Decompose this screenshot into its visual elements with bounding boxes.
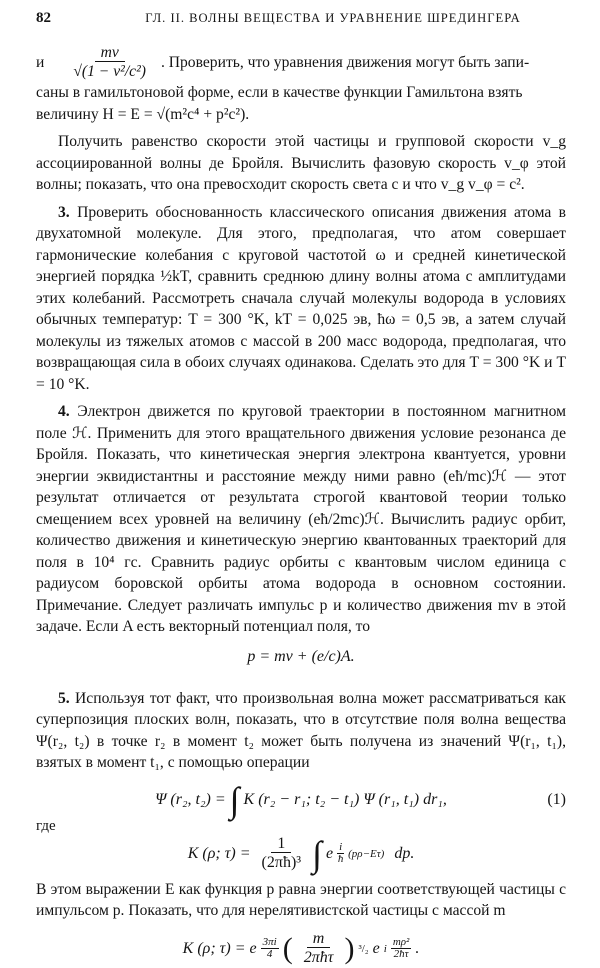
eq3-power: ³/₂ (358, 942, 369, 955)
momentum-formula (36, 648, 566, 666)
equation-3 (36, 930, 566, 968)
equation-number: (1) (547, 790, 566, 808)
problem-5-number: 5. (58, 689, 70, 707)
page-header (36, 10, 566, 44)
left-paren: ( (282, 931, 293, 965)
problem-3-text: Проверить обоснованность классического описания движения атома в двухатомной молекуле. Для этого, предполагая, что атом совершает гармонические колебания с круговой частотой ω и средней кинетической энергией порядка ½kT, сравнить среднюю длину волны атома с амплитудами этих колебаний. Рассмотреть сначала случай молекулы водорода в условиях обычных температур: T = 300 °K, kT = 0,025 эв, ħω = 0,5 эв, а затем случай молекулы из тяжелых атомов с массой в 200 масс водорода, предполагая, что возвращающая сила в обоих случаях одинакова. Сделать это для T = 300 °K и T = 10 °K. (36, 203, 567, 393)
eq3-lhs: K (ρ; τ) = (182, 939, 246, 957)
problem-4 (36, 401, 566, 638)
eq3-exponent-2 (391, 937, 412, 960)
fraction-numerator: mv (95, 44, 125, 62)
eq2-fraction (258, 835, 306, 873)
eq1-lhs: Ψ (r₂, t₂) = (155, 790, 226, 808)
problem-3 (36, 202, 566, 396)
problem-5-text: Используя тот факт, что произвольная волна может рассматриваться как суперпозиция плоских волн, показать, что в отсутствие поля волна вещества Ψ(r₂, t₂) в точке r₂ в момент t₂ может быть получена из значений Ψ(r₁, t₁), взятых в момент t₁, с помощью операции (36, 689, 566, 771)
running-title: ГЛ. II. ВОЛНЫ ВЕЩЕСТВА И УРАВНЕНИЕ ШРЕДИНГЕРА (145, 11, 521, 25)
eq3-inner-numerator: m (307, 930, 331, 948)
problem-3-number: 3. (58, 203, 70, 221)
eq2-fraction-numerator: 1 (271, 835, 291, 853)
momentum-formula-text: p = mv + (e/c)A. (247, 647, 355, 665)
integral-sign: ∫ (229, 779, 240, 820)
eq2-lhs: K (ρ; τ) = (187, 844, 251, 862)
eq2-exponent-numerator: i (339, 841, 343, 853)
eq2-exponent-rest: (pρ−Eτ) (348, 847, 385, 860)
and-word: и (36, 54, 45, 71)
eq1-rhs: K (r₂ − r₁; t₂ − t₁) Ψ (r₁, t₁) dr₁, (243, 790, 447, 808)
where-word: где (36, 817, 56, 834)
exponential-base: e (249, 939, 257, 957)
eq2-exponent-denominator: ħ (337, 853, 344, 865)
eq3-inner-denominator: 2πħτ (303, 948, 334, 966)
intro-line-1-text: . Проверить, что уравнения движения могут быть запи- (160, 54, 530, 71)
eq3-inner-fraction (300, 930, 338, 968)
exponential-base: e (325, 844, 334, 862)
velocity-fraction (69, 44, 150, 82)
intro-paragraph-2: Получить равенство скорости этой частицы и групповой скорости v_g ассоциированной волны де Бройля. Вычислить фазовую скорость v_φ этой волны; показать, что она превосходит скорость света c и что v_g v_φ = c². (36, 133, 566, 193)
eq3-exponent-2-numerator: mρ² (392, 936, 410, 948)
exponential-base: e (372, 939, 380, 957)
equation-1 (36, 779, 566, 820)
eq3-dot: . (415, 939, 420, 957)
eq2-tail: dp. (394, 844, 415, 862)
integral-sign: ∫ (312, 833, 322, 874)
problem-5 (36, 688, 566, 774)
eq3-exponent-2-denominator: 2ħτ (393, 948, 409, 960)
eq2-exponent (337, 842, 344, 865)
eq3-exponent-1-numerator: 3πi (262, 936, 277, 948)
eq2-fraction-denominator: (2πħ)³ (261, 853, 302, 871)
eq3-exponent-2-i: i (383, 942, 387, 955)
equation-2 (36, 835, 566, 873)
problem-4-text: Электрон движется по круговой траектории в постоянном магнитном поле ℋ. Применить для этого вращательного движения условие резонанса де Бройля. Показать, что кинетическая энергия электрона квантуется, уровни энергии эквидистантны и расстояние между ними равно (eħ/mc)ℋ — этот результат отличается от результата строгой квантовой теории только смещением всех уровней на величину (eħ/2mc)ℋ. Вычислить радиус орбит, количество движения и кинетическую энергию квантованных траекторий для поля в 10⁴ гс. Сравнить радиус орбиты с квантовым числом единица с радиусом боровской орбиты атома водорода в основном состоянии. Примечание. Следует различать импульс p и количество движения mv в этой задаче. Если A есть векторный потенциал поля, то (36, 403, 566, 635)
right-paren: ) (344, 931, 355, 965)
page-number: 82 (36, 10, 51, 26)
eq3-exponent-1-denominator: 4 (266, 948, 273, 960)
after-equation-text: В этом выражении E как функция p равна энергии соответствующей частицы с импульсом p. Показать, что для нерелятивистской частицы с массой m (36, 880, 566, 919)
intro-line-1 (36, 44, 566, 82)
fraction-denominator: √(1 − v²/c²) (73, 63, 146, 80)
problem-4-number: 4. (58, 403, 70, 420)
intro-line-2: саны в гамильтоновой форме, если в качестве функции Гамильтона взять (36, 84, 523, 101)
eq3-exponent-1 (261, 937, 279, 960)
intro-line-3: величину H = E = √(m²c⁴ + p²c²). (36, 105, 250, 123)
